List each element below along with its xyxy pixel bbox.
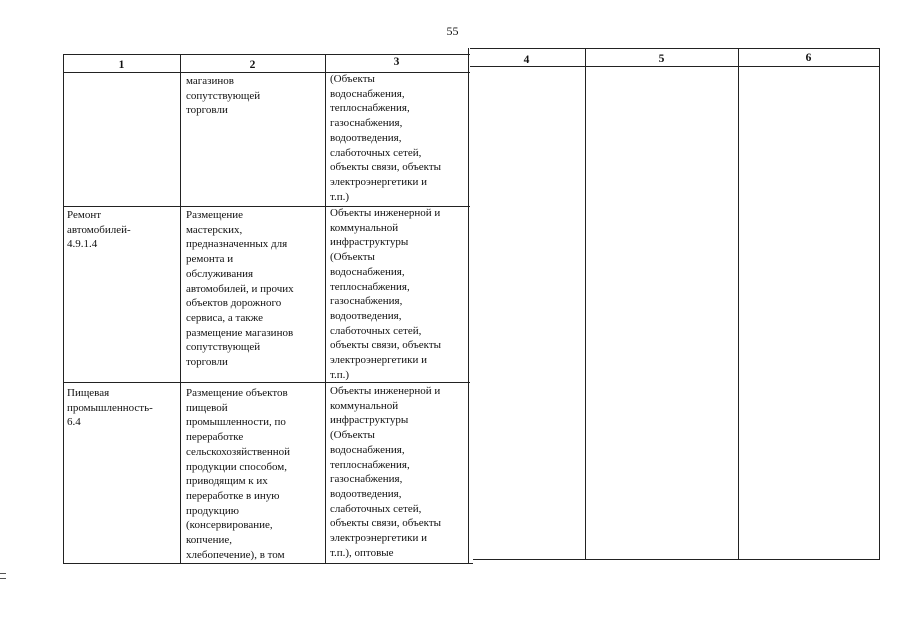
table-top-border-left: [63, 54, 470, 55]
row-2-col-1: Ремонт автомобилей- 4.9.1.4: [67, 209, 131, 251]
col-border-5: [738, 48, 739, 560]
header-col-6: 6: [805, 52, 812, 64]
col-border-0: [63, 54, 64, 564]
header-col-5: 5: [658, 53, 665, 65]
header-col-3: 3: [393, 56, 400, 68]
row-1-col-2: магазинов сопутствующей торговли: [186, 75, 261, 117]
col-border-6: [879, 48, 880, 560]
row-3-col-2: Размещение объектов пищевой промышленности, по переработке сельскохозяйственной продукции способом, приводящим к их переработке в иную продукцию (консервирование, копчение, хлебопечение), в том: [186, 387, 291, 561]
header-col-1: 1: [118, 59, 125, 71]
row-1-col-3: (Объекты водоснабжения, теплоснабжения, газоснабжения, водоотведения, слаботочных сетей, объекты связи, объекты электроэнергетики и т.п.): [330, 73, 442, 203]
page-number: 55: [446, 24, 459, 38]
row-3-col-3: Объекты инженерной и коммунальной инфраструктуры (Объекты водоснабжения, теплоснабжения, газоснабжения, водоотведения, слаботочных сетей, объекты связи, объекты электроэнергетики и т.п.), оптовые: [330, 385, 442, 559]
margin-mark-2: [0, 578, 6, 579]
table-bottom-border-left: [63, 563, 473, 564]
row-3-col-1: Пищевая промышленность- 6.4: [67, 387, 153, 429]
row-2-col-2: Размещение мастерских, предназначенных для ремонта и обслуживания автомобилей, и прочих объектов дорожного сервиса, а также размещение магазинов сопутствующей торговли: [186, 209, 294, 369]
margin-mark: [0, 573, 6, 574]
row-2-col-3: Объекты инженерной и коммунальной инфраструктуры (Объекты водоснабжения, теплоснабжения, газоснабжения, водоотведения, слаботочных сетей, объекты связи, объекты электроэнергетики и т.п.): [330, 207, 442, 381]
col-border-4: [585, 48, 586, 560]
table-bottom-border-right: [473, 559, 880, 560]
header-col-2: 2: [249, 59, 256, 71]
col-border-1: [180, 54, 181, 564]
col-border-3: [468, 48, 469, 564]
col-border-2: [325, 54, 326, 564]
header-col-4: 4: [523, 54, 530, 66]
table-top-border: [470, 48, 880, 49]
